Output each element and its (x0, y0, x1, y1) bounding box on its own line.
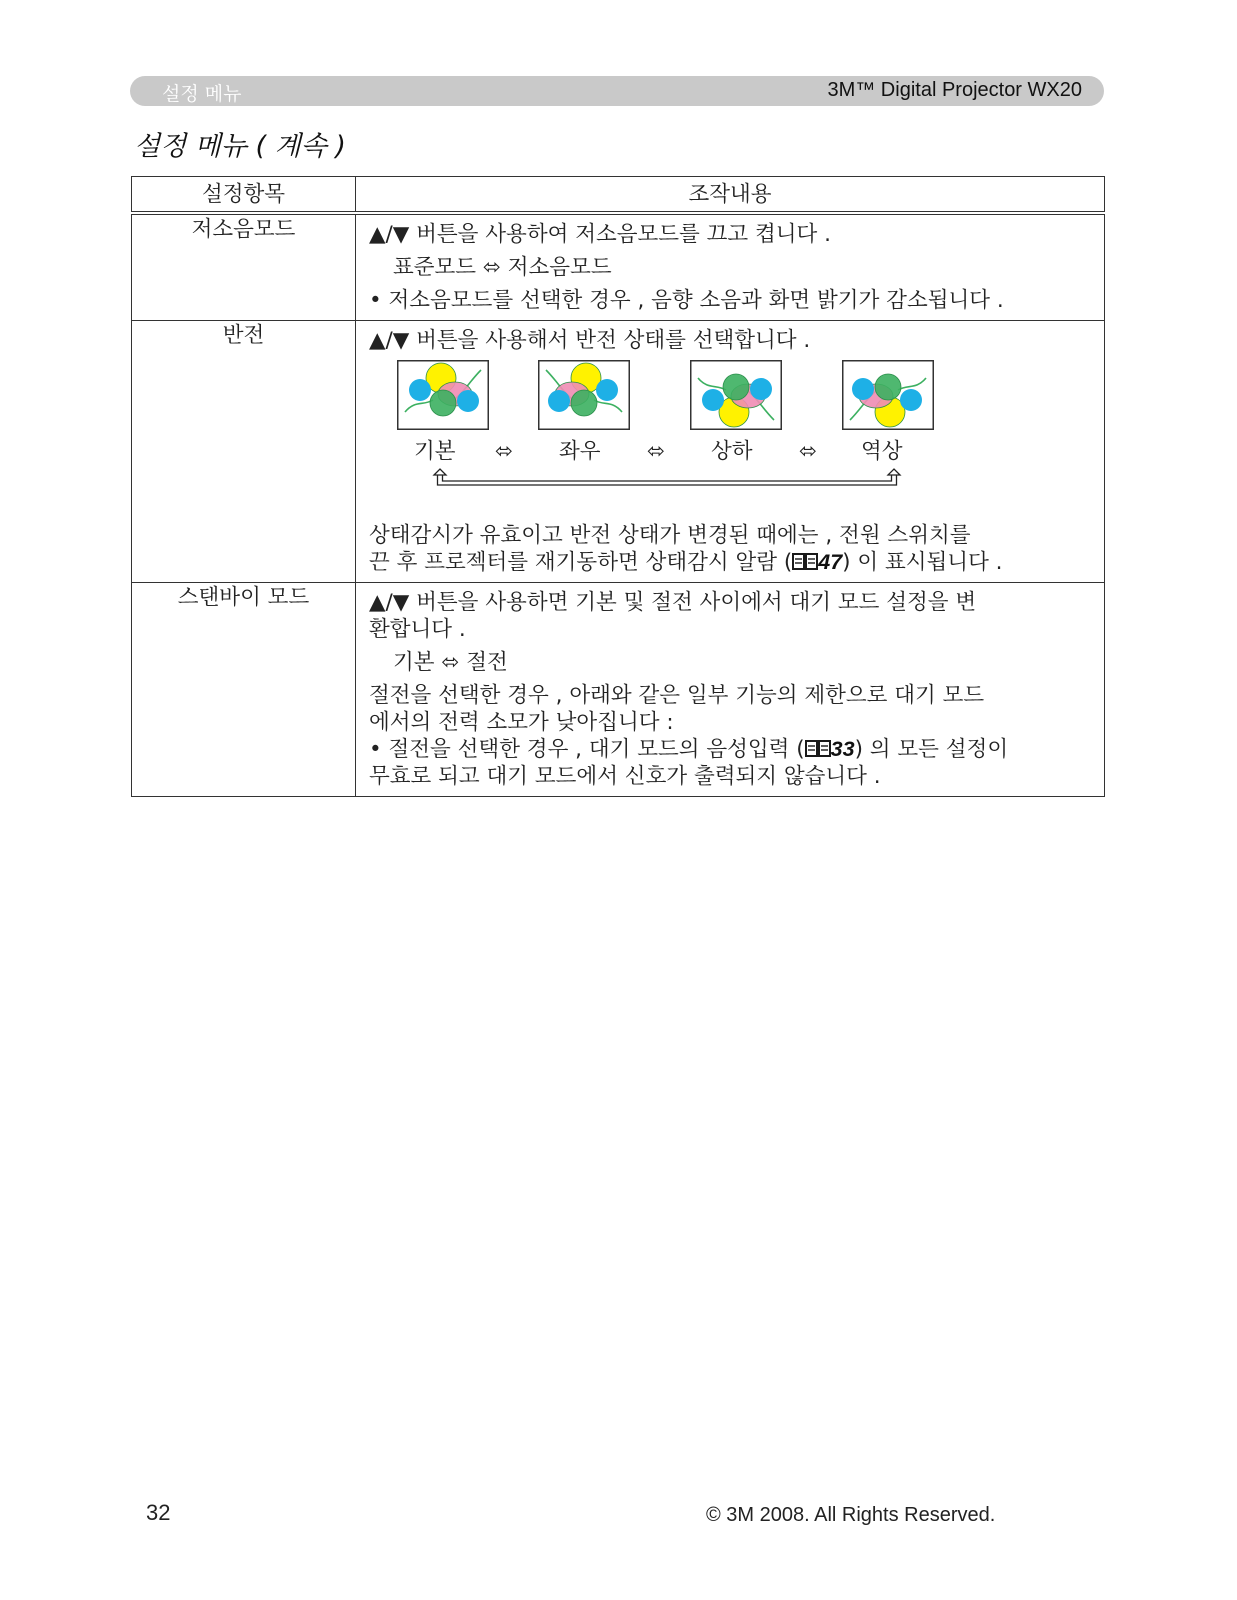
page-reference-link[interactable]: 33 (830, 737, 855, 761)
mode-label-vertical: 상하 (711, 439, 753, 464)
item-quiet-mode: 저소음모드 (132, 213, 356, 321)
quiet-line2: 표준모드 ⬄ 저소음모드 (393, 255, 612, 280)
mirror-horizontal-image (538, 360, 630, 430)
desc-standby-mode (356, 583, 1105, 797)
mode-label-normal: 기본 (414, 439, 456, 464)
item-mirror: 반전 (132, 321, 356, 583)
double-arrow-icon: ⬄ (495, 439, 514, 464)
standby-line5: 에서의 전력 소모가 낮아집니다 : (369, 710, 674, 735)
table-row-standby-mode (132, 583, 1105, 797)
settings-table (131, 176, 1105, 797)
standby-line6: • 절전을 선택한 경우 , 대기 모드의 음성입력 ( 33) 의 모든 설정이 (369, 737, 1009, 762)
mirror-mode-diagram (369, 360, 1094, 522)
item-standby-mode: 스탠바이 모드 (132, 583, 356, 797)
standby-line3: 기본 ⬄ 절전 (393, 650, 508, 675)
copyright-notice: © 3M 2008. All Rights Reserved. (706, 1504, 996, 1526)
header-section-label: 설정 메뉴 (162, 83, 242, 105)
standby-line7: 무효로 되고 대기 모드에서 신호가 출력되지 않습니다 . (369, 764, 881, 789)
mirror-line1: ▲/▼ 버튼을 사용해서 반전 상태를 선택합니다 . (369, 328, 811, 353)
standby-line4: 절전을 선택한 경우 , 아래와 같은 일부 기능의 제한으로 대기 모드 (369, 683, 985, 708)
manual-reference-book-icon (792, 552, 818, 571)
mode-label-inverted: 역상 (861, 439, 903, 464)
quiet-line3: • 저소음모드를 선택한 경우 , 음향 소음과 화면 밝기가 감소됩니다 . (369, 288, 1004, 313)
column-header-item: 설정항목 (132, 177, 356, 214)
manual-reference-book-icon (805, 739, 831, 758)
mirror-note-line2: 끈 후 프로젝터를 재기동하면 상태감시 알람 ( 47) 이 표시됩니다 . (369, 550, 1003, 575)
page-number: 32 (146, 1500, 171, 1525)
standby-line2: 환합니다 . (369, 617, 466, 642)
header-bar (130, 76, 1104, 106)
table-header-row (132, 177, 1105, 214)
double-arrow-icon: ⬄ (799, 439, 818, 464)
quiet-line1: ▲/▼ 버튼을 사용하여 저소음모드를 끄고 켭니다 . (369, 222, 831, 247)
page-reference-link[interactable]: 47 (818, 550, 843, 574)
column-header-description: 조작내용 (356, 177, 1105, 214)
mirror-inverted-image (842, 360, 934, 430)
table-row-quiet-mode (132, 213, 1105, 321)
double-arrow-icon: ⬄ (647, 439, 666, 464)
header-product-name: 3M™ Digital Projector WX20 (827, 79, 1082, 101)
mirror-vertical-image (690, 360, 782, 430)
desc-mirror (356, 321, 1105, 583)
desc-quiet-mode (356, 213, 1105, 321)
mode-label-horizontal: 좌우 (559, 439, 601, 464)
standby-line1: ▲/▼ 버튼을 사용하면 기본 및 절전 사이에서 대기 모드 설정을 변 (369, 590, 977, 615)
table-row-mirror (132, 321, 1105, 583)
page-title: 설정 메뉴 ( 계속 ) (134, 131, 346, 162)
cycle-return-arrow-icon (431, 468, 903, 488)
mirror-normal-image (397, 360, 489, 430)
mirror-note-line1: 상태감시가 유효이고 반전 상태가 변경된 때에는 , 전원 스위치를 (369, 523, 971, 548)
